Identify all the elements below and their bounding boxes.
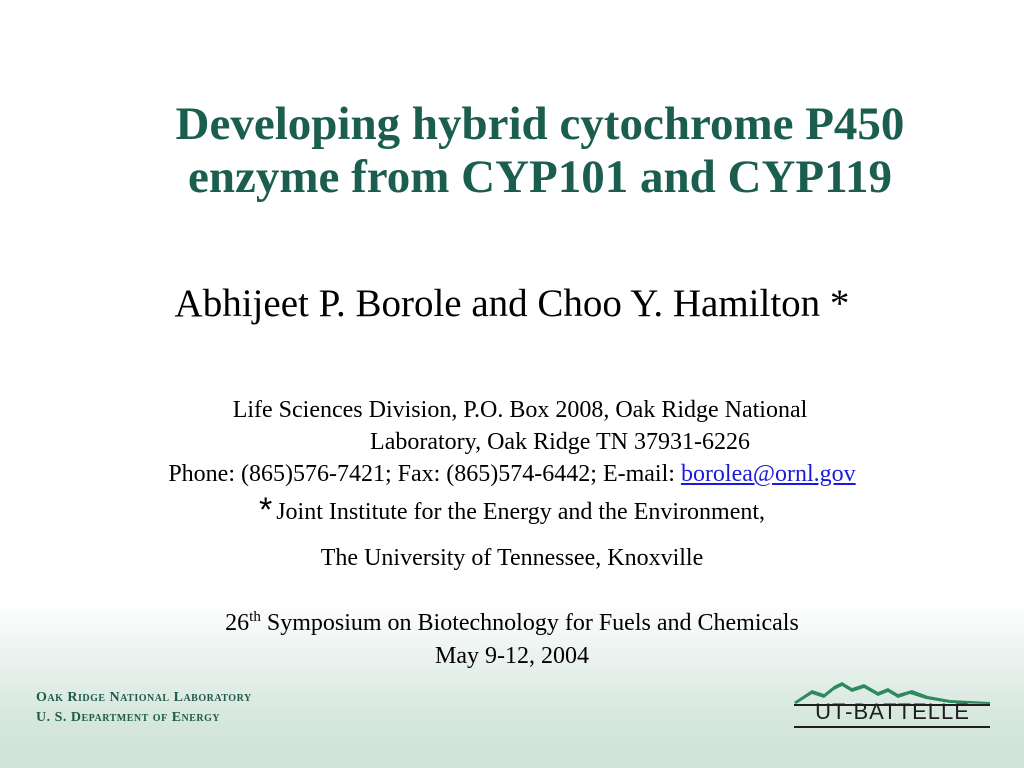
symposium-name: Symposium on Biotechnology for Fuels and Chemicals <box>260 610 799 636</box>
contact-phone-fax: Phone: (865)576-7421; Fax: (865)574-6442; E-mail: <box>168 461 681 487</box>
joint-institute-text: Joint Institute for the Energy and the Environment, <box>276 499 766 525</box>
symposium-ordinal: th <box>249 609 261 625</box>
title-line-2: enzyme from CYP101 and CYP119 <box>187 151 893 203</box>
title-line-1: Developing hybrid cytochrome P450 <box>175 98 905 150</box>
joint-institute-line <box>0 491 1024 529</box>
symposium-number: 26 <box>225 610 250 636</box>
contact-line <box>0 458 1024 490</box>
symposium-dates: May 9-12, 2004 <box>435 643 589 669</box>
ornl-name: Oak Ridge National Laboratory <box>36 690 252 705</box>
logo-bottom-rule <box>794 726 990 728</box>
asterisk-marker: * <box>258 491 273 529</box>
slide-title <box>100 98 980 204</box>
authors: Abhijeet P. Borole and Choo Y. Hamilton * <box>174 282 850 325</box>
affiliation-line-2: Laboratory, Oak Ridge TN 37931-6226 <box>370 429 750 455</box>
symposium-line <box>0 607 1024 639</box>
university-line: The University of Tennessee, Knoxville <box>320 545 704 571</box>
email-link[interactable]: borolea@ornl.gov <box>680 461 856 487</box>
affiliation-line-1: Life Sciences Division, P.O. Box 2008, Oak Ridge National <box>232 397 808 423</box>
affiliation <box>60 394 980 458</box>
doe-name: U. S. Department of Energy <box>36 710 221 725</box>
ut-battelle-logo-text: UT-BATTELLE <box>815 699 970 724</box>
ornl-doe-text <box>36 688 252 728</box>
